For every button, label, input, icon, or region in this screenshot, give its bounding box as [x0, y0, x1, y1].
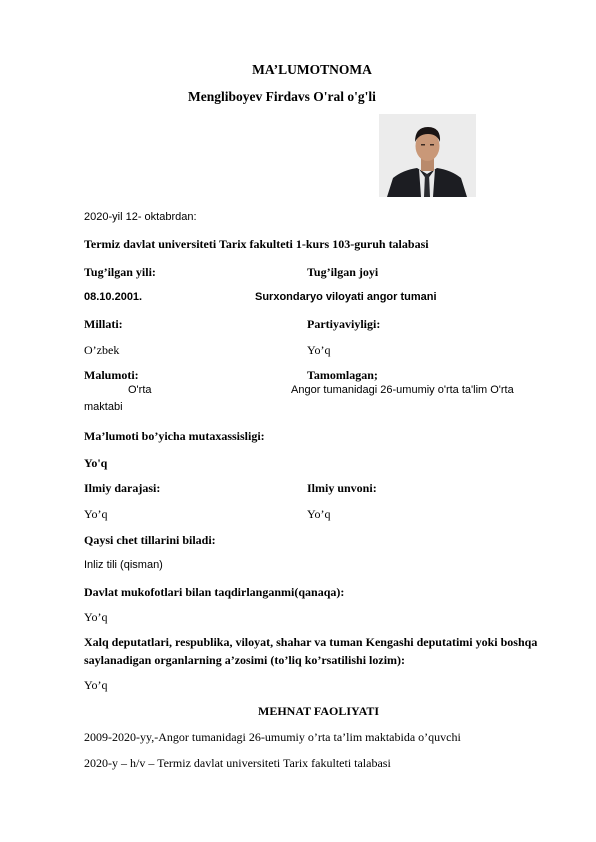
position-line: Termiz davlat universiteti Tarix fakulteti 1-kurs 103-guruh talabasi: [84, 237, 429, 251]
graduated-label: Tamomlagan;: [307, 368, 378, 382]
party-value: Yo’q: [307, 343, 331, 357]
specialty-label: Ma’lumoti bo’yicha mutaxassisligi:: [84, 429, 265, 443]
degree-label: Ilmiy darajasi:: [84, 481, 161, 495]
party-label: Partiyaviyligi:: [307, 317, 381, 331]
birth-year-value: 08.10.2001.: [84, 291, 143, 303]
degree-value: Yo’q: [84, 507, 108, 521]
languages-value: Inliz tili (qisman): [84, 559, 163, 571]
deputy-value: Yo’q: [84, 678, 108, 692]
education-value: O'rta: [128, 384, 152, 396]
profile-photo: [379, 114, 476, 197]
work-entry: 2020-y – h/v – Termiz davlat universiteti Tarix fakulteti talabasi: [84, 756, 391, 770]
awards-label: Davlat mukofotlari bilan taqdirlanganmi(qanaqa):: [84, 585, 345, 599]
full-name: Mengliboyev Firdavs O'ral o'g'li: [188, 89, 376, 104]
graduated-value-cont: maktabi: [84, 401, 123, 413]
deputy-label-line1: Xalq deputatlari, respublika, viloyat, shahar va tuman Kengashi deputatimi yoki boshqa: [84, 635, 538, 649]
awards-value: Yo’q: [84, 610, 108, 624]
specialty-value: Yo'q: [84, 456, 108, 470]
nationality-value: O’zbek: [84, 343, 120, 357]
birth-place-value: Surxondaryo viloyati angor tumani: [255, 291, 437, 303]
nationality-label: Millati:: [84, 317, 123, 331]
work-heading: MEHNAT FAOLIYATI: [258, 704, 380, 718]
portrait-image: [379, 114, 476, 197]
academic-title-value: Yo’q: [307, 507, 331, 521]
graduated-value: Angor tumanidagi 26-umumiy o'rta ta'lim O'rta: [291, 384, 514, 396]
languages-label: Qaysi chet tillarini biladi:: [84, 533, 216, 547]
document-title: MA’LUMOTNOMA: [252, 62, 372, 77]
birth-place-label: Tug’ilgan joyi: [307, 265, 379, 279]
deputy-label-line2: saylanadigan organlarning a’zosimi (to’liq ko’rsatilishi lozim):: [84, 653, 406, 667]
date-line: 2020-yil 12- oktabrdan:: [84, 211, 197, 223]
work-entry: 2009-2020-yy,-Angor tumanidagi 26-umumiy o’rta ta’lim maktabida o’quvchi: [84, 730, 461, 744]
education-label: Malumoti:: [84, 368, 139, 382]
birth-year-label: Tug’ilgan yili:: [84, 265, 156, 279]
academic-title-label: Ilmiy unvoni:: [307, 481, 377, 495]
